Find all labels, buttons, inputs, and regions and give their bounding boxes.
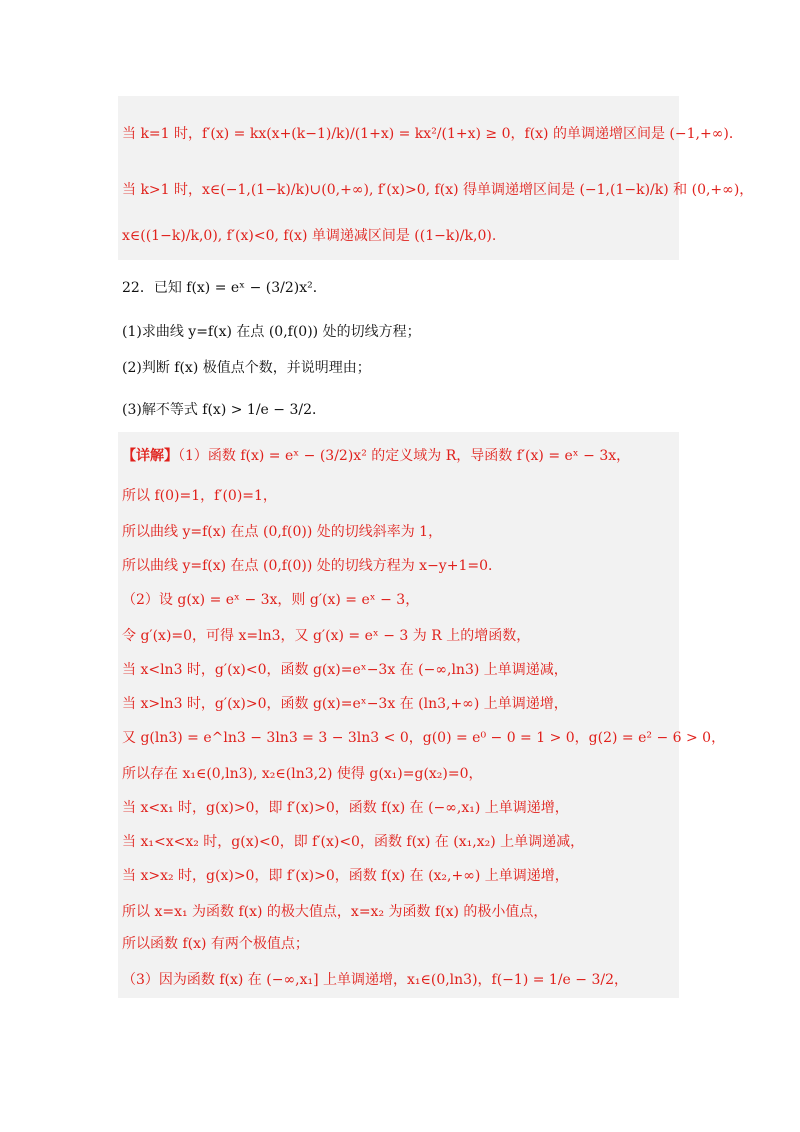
solution-line-12: 当 x₁<x<x₂ 时，g(x)<0，即 f′(x)<0，函数 f(x) 在 (x₁,x₂) 上单调递减，	[122, 834, 585, 850]
detail-label: 【详解】	[122, 448, 178, 464]
solution-line-7: 当 x<ln3 时，g′(x)<0，函数 g(x)=eˣ−3x 在 (−∞,ln3) 上单调递减，	[122, 662, 568, 678]
solution-line-6: 令 g′(x)=0，可得 x=ln3，又 g′(x) = eˣ − 3 为 R 上的增函数，	[122, 628, 531, 644]
solution-line-1	[122, 446, 630, 466]
solution-line-2: 所以 f(0)=1，f′(0)=1，	[122, 488, 277, 504]
solution-line-13: 当 x>x₂ 时，g(x)>0，即 f′(x)>0，函数 f(x) 在 (x₂,+∞) 上单调递增，	[122, 868, 569, 884]
solution-line-k-greater-1: 当 k>1 时，x∈(−1,(1−k)/k)∪(0,+∞), f′(x)>0, f(x) 得单调递增区间是 (−1,(1−k)/k) 和 (0,+∞)，	[122, 182, 754, 198]
solution-line-11: 当 x<x₁ 时，g(x)>0，即 f′(x)>0，函数 f(x) 在 (−∞,x₁) 上单调递增，	[122, 800, 569, 816]
solution-line-8: 当 x>ln3 时，g′(x)>0，函数 g(x)=eˣ−3x 在 (ln3,+∞) 上单调递增，	[122, 696, 568, 712]
solution-line-10: 所以存在 x₁∈(0,ln3), x₂∈(ln3,2) 使得 g(x₁)=g(x₂)=0，	[122, 766, 483, 782]
question-part-3: (3)解不等式 f(x) > 1/e − 3/2．	[122, 402, 326, 418]
solution-line-14: 所以 x=x₁ 为函数 f(x) 的极大值点，x=x₂ 为函数 f(x) 的极小值点，	[122, 904, 548, 920]
solution-line-5: （2）设 g(x) = eˣ − 3x，则 g′(x) = eˣ − 3，	[122, 592, 420, 608]
solution-line-1-text: （1）函数 f(x) = eˣ − (3/2)x² 的定义域为 R，导函数 f′(x) = eˣ − 3x，	[178, 448, 631, 464]
solution-line-4: 所以曲线 y=f(x) 在点 (0,f(0)) 处的切线方程为 x−y+1=0．	[122, 558, 502, 574]
solution-line-15: 所以函数 f(x) 有两个极值点；	[122, 936, 309, 952]
solution-line-9: 又 g(ln3) = e^ln3 − 3ln3 = 3 − 3ln3 < 0，g(0) = e⁰ − 0 = 1 > 0，g(2) = e² − 6 > 0，	[122, 730, 726, 746]
question-part-2: (2)判断 f(x) 极值点个数，并说明理由；	[122, 360, 371, 376]
solution-line-16: （3）因为函数 f(x) 在 (−∞,x₁] 上单调递增，x₁∈(0,ln3)，f(−1) = 1/e − 3/2，	[122, 972, 628, 988]
solution-line-3: 所以曲线 y=f(x) 在点 (0,f(0)) 处的切线斜率为 1，	[122, 524, 443, 540]
question-part-1: (1)求曲线 y=f(x) 在点 (0,f(0)) 处的切线方程；	[122, 324, 421, 340]
solution-line-decreasing-interval: x∈((1−k)/k,0), f′(x)<0, f(x) 单调递减区间是 ((1−k)/k,0).	[122, 228, 497, 244]
solution-line-k-equals-1: 当 k=1 时，f′(x) = kx(x+(k−1)/k)/(1+x) = kx²/(1+x) ≥ 0，f(x) 的单调递增区间是 (−1,+∞)．	[122, 126, 743, 142]
question-22-title: 22．已知 f(x) = eˣ − (3/2)x²．	[122, 280, 327, 296]
